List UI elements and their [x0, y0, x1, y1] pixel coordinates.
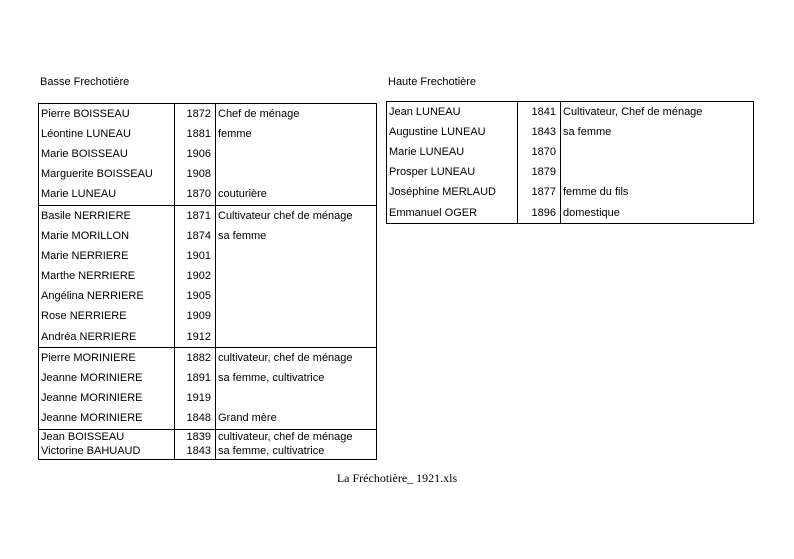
role-cell: Chef de ménage: [218, 107, 300, 120]
table-row: [39, 389, 377, 409]
role-cell: [216, 246, 377, 266]
person-name-cell: Marthe NERRIERE: [39, 267, 175, 287]
birth-year-cell: 1848: [175, 409, 216, 430]
person-name-cell: Jeanne MORINIERE: [39, 368, 175, 388]
haute-frechotiere-table: [386, 101, 754, 224]
table-row: [39, 348, 377, 369]
role-cell: [561, 163, 754, 183]
table-row: [39, 430, 377, 445]
person-name-cell: Jean LUNEAU: [387, 102, 518, 123]
role-cell: domestique: [563, 206, 620, 219]
table-row: [387, 102, 754, 123]
basse-frechotiere-table: [38, 103, 377, 460]
person-name-cell: Jeanne MORINIERE: [39, 409, 175, 430]
role-cell: Cultivateur chef de ménage: [216, 205, 377, 226]
birth-year-cell: 1874: [175, 226, 216, 246]
birth-year-cell: 1870: [518, 142, 561, 162]
person-name-cell: Emmanuel OGER: [387, 203, 518, 224]
person-name-cell: Marie LUNEAU: [387, 142, 518, 162]
role-cell: [561, 142, 754, 162]
birth-year-cell: 1881: [175, 124, 216, 144]
table-row: [39, 445, 377, 460]
birth-year-cell: 1871: [175, 205, 216, 226]
table-row: [39, 165, 377, 185]
role-cell: sa femme, cultivatrice: [218, 445, 325, 458]
role-cell: femme: [218, 127, 252, 140]
birth-year-cell: 1882: [175, 348, 216, 369]
table-row: [387, 122, 754, 142]
person-name-cell: Marie MORILLON: [39, 226, 175, 246]
role-cell: [216, 307, 377, 327]
role-cell: [216, 287, 377, 307]
table-row: [387, 203, 754, 224]
role-cell: Grand mère: [218, 412, 277, 425]
birth-year-cell: 1909: [175, 307, 216, 327]
basse-frechotiere-heading: Basse Frechotière: [40, 76, 130, 88]
table-row: [39, 368, 377, 388]
role-cell: sa femme: [218, 229, 267, 242]
table-row: [39, 327, 377, 348]
birth-year-cell: 1901: [175, 246, 216, 266]
birth-year-cell: 1902: [175, 267, 216, 287]
birth-year-cell: 1843: [518, 122, 561, 142]
table-row: [387, 142, 754, 162]
person-name-cell: Victorine BAHUAUD: [39, 445, 175, 460]
role-cell: [216, 327, 377, 348]
role-cell: couturière: [218, 188, 267, 201]
birth-year-cell: 1912: [175, 327, 216, 348]
person-name-cell: Marguerite BOISSEAU: [39, 165, 175, 185]
role-cell: femme du fils: [563, 186, 629, 199]
person-name-cell: Pierre BOISSEAU: [39, 104, 175, 125]
person-name-cell: Jean BOISSEAU: [39, 430, 175, 445]
table-row: [39, 185, 377, 206]
person-name-cell: Marie NERRIERE: [39, 246, 175, 266]
person-name-cell: Léontine LUNEAU: [39, 124, 175, 144]
person-name-cell: Angélina NERRIERE: [39, 287, 175, 307]
birth-year-cell: 1841: [518, 102, 561, 123]
table-row: [39, 104, 377, 125]
table-row: [39, 144, 377, 164]
haute-frechotiere-heading: Haute Frechotière: [388, 76, 477, 88]
birth-year-cell: 1843: [175, 445, 216, 460]
birth-year-cell: 1908: [175, 165, 216, 185]
birth-year-cell: 1906: [175, 144, 216, 164]
role-cell: [216, 267, 377, 287]
role-cell: cultivateur, chef de ménage: [216, 348, 377, 369]
table-row: [39, 246, 377, 266]
table-row: [39, 307, 377, 327]
person-name-cell: Marie LUNEAU: [39, 185, 175, 206]
birth-year-cell: 1891: [175, 368, 216, 388]
birth-year-cell: 1872: [175, 104, 216, 125]
person-name-cell: Marie BOISSEAU: [39, 144, 175, 164]
birth-year-cell: 1839: [175, 430, 216, 445]
role-cell: sa femme: [563, 125, 612, 138]
table-row: [39, 226, 377, 246]
table-row: [39, 287, 377, 307]
person-name-cell: Jeanne MORINIERE: [39, 389, 175, 409]
role-cell: [216, 144, 377, 164]
birth-year-cell: 1896: [518, 203, 561, 224]
birth-year-cell: 1919: [175, 389, 216, 409]
table-row: [387, 183, 754, 203]
role-cell: sa femme, cultivatrice: [218, 372, 325, 385]
table-row: [39, 205, 377, 226]
role-cell: cultivateur, chef de ménage: [216, 430, 377, 445]
role-cell: Cultivateur, Chef de ménage: [563, 105, 703, 118]
table-row: [39, 267, 377, 287]
person-name-cell: Andréa NERRIERE: [39, 327, 175, 348]
table-row: [387, 163, 754, 183]
birth-year-cell: 1905: [175, 287, 216, 307]
person-name-cell: Basile NERRIERE: [39, 205, 175, 226]
role-cell: [216, 165, 377, 185]
birth-year-cell: 1870: [175, 185, 216, 206]
person-name-cell: Joséphine MERLAUD: [387, 183, 518, 203]
person-name-cell: Rose NERRIERE: [39, 307, 175, 327]
person-name-cell: Pierre MORINIERE: [39, 348, 175, 369]
person-name-cell: Augustine LUNEAU: [387, 122, 518, 142]
person-name-cell: Prosper LUNEAU: [387, 163, 518, 183]
file-name-caption: La Fréchotière_ 1921.xls: [336, 471, 458, 485]
birth-year-cell: 1879: [518, 163, 561, 183]
birth-year-cell: 1877: [518, 183, 561, 203]
role-cell: [216, 389, 377, 409]
table-row: [39, 409, 377, 430]
table-row: [39, 124, 377, 144]
